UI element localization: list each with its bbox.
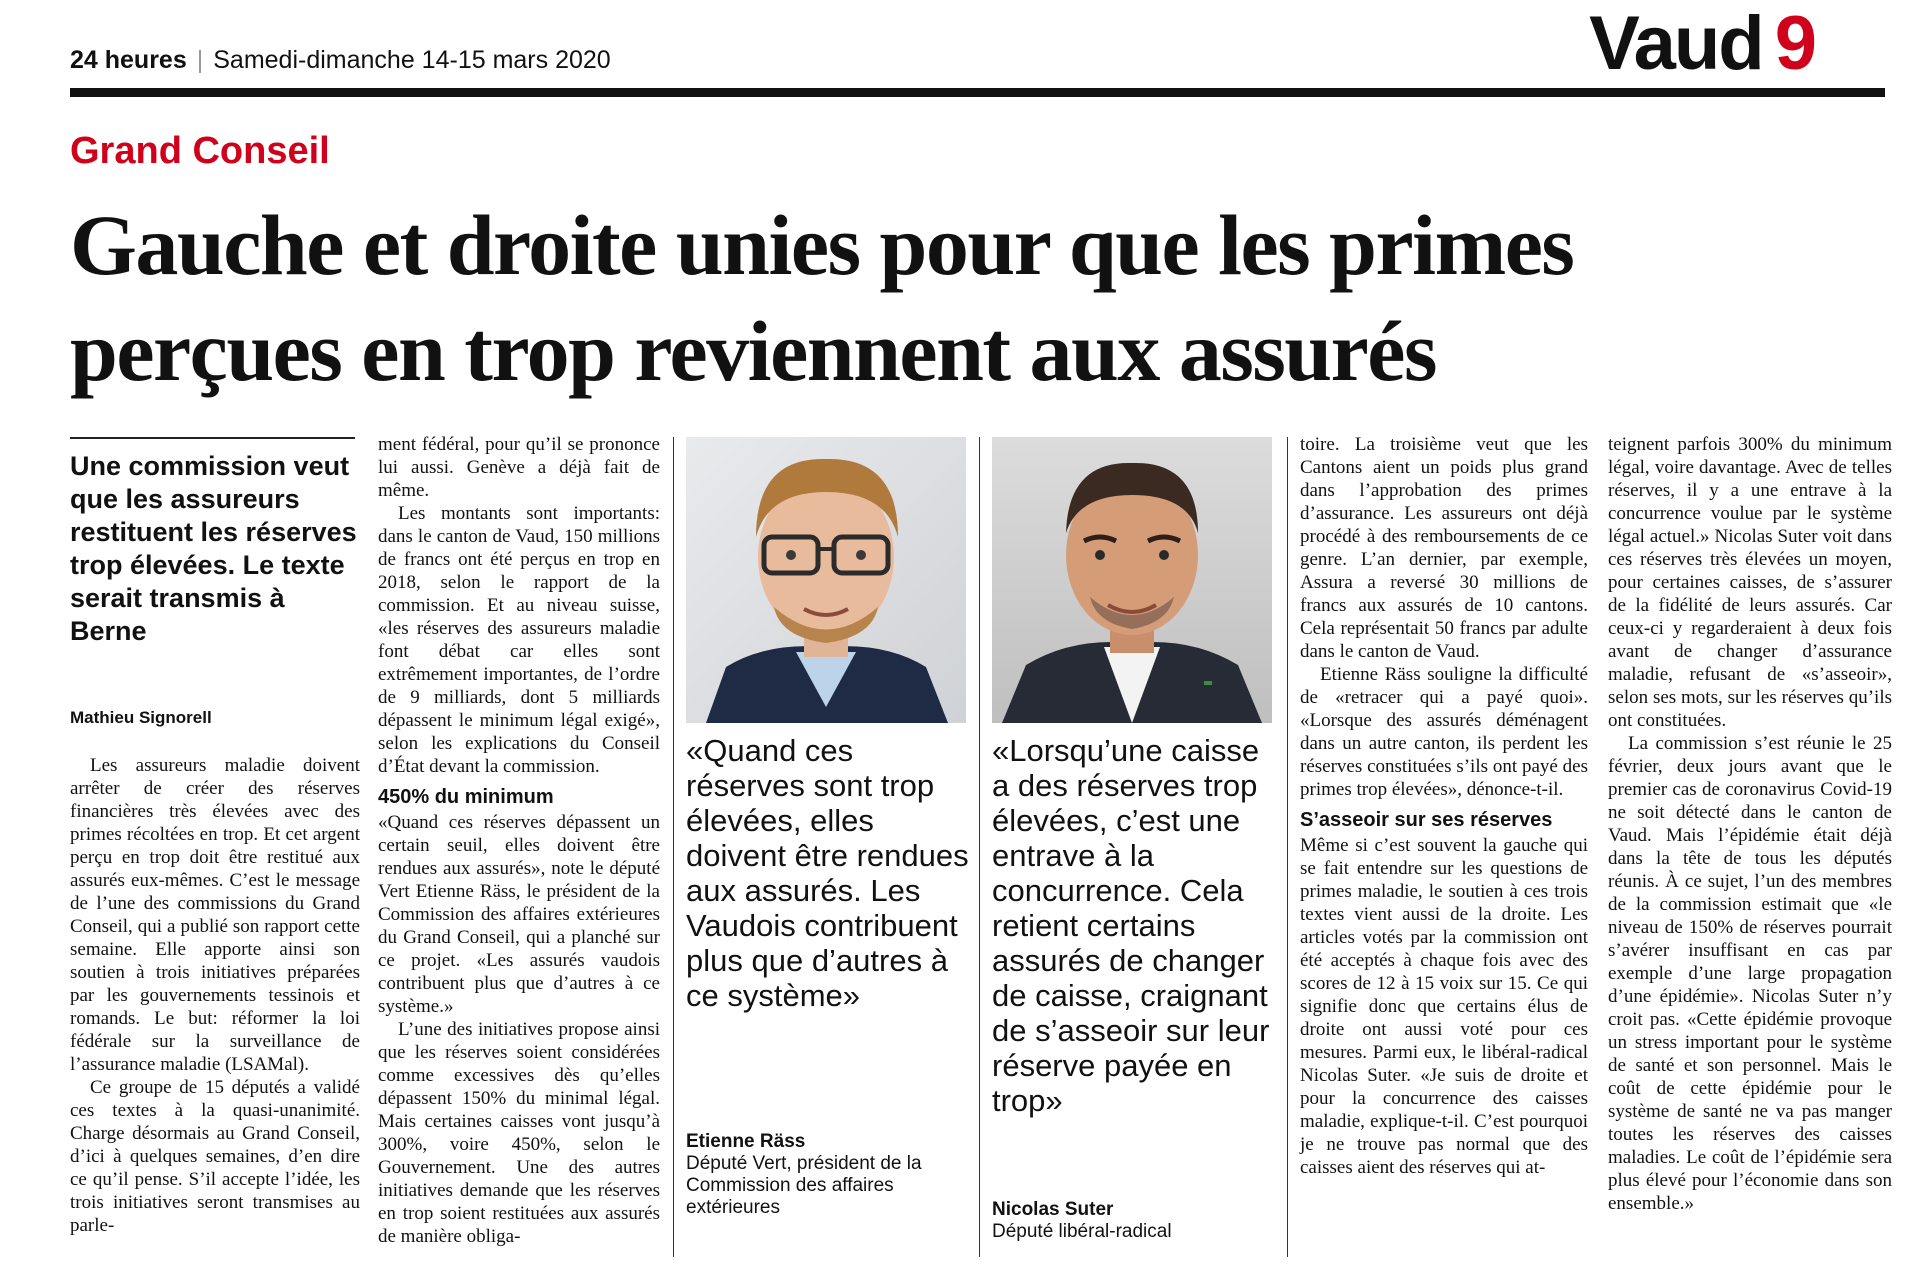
column-rule (1287, 437, 1288, 1257)
portrait-photo-etienne-rass (686, 437, 966, 723)
paragraph: Ce groupe de 15 députés a validé ces textes à la quasi-unanimité. Charge désormais au Grand Conseil, d’ici à quelques semaines, d’en dire ce qu’il pense. S’il accepte l’idée, les trois initiatives seront transmises au parle- (70, 1077, 360, 1236)
paragraph: teignent parfois 300% du minimum légal, voire davantage. Avec de telles réserves, il y a une entrave à la concurrence voulue par le système légal actuel.» Nicolas Suter voit dans ces réserves très élevées un moyen, pour certaines caisses, de s’assurer de la fidélité de leurs assurés. Car ceux-ci y regarderaient à deux fois avant de changer d’assurance maladie, refusant de «s’asseoir», selon ses mots, sur les réserves qu’ils ont constituées. (1608, 434, 1892, 731)
headline (70, 192, 1890, 404)
paragraph: ment fédéral, pour qu’il se prononce lui aussi. Genève a déjà fait de même. (378, 434, 660, 501)
section-name: Vaud (1589, 1, 1763, 86)
lead-rule (70, 437, 355, 439)
publication-name: 24 heures (70, 46, 187, 74)
publication-line (70, 46, 611, 75)
body-column-1 (70, 754, 360, 1237)
paragraph: Les montants sont importants: dans le canton de Vaud, 150 millions de francs ont été perçus en trop en 2018, selon le rapport de la commission. Et au niveau suisse, «les réserves des assureurs maladie font débat car elles sont extrêmement importantes, de l’ordre de 9 milliards, dont 5 milliards dépassent le minimum légal exigé», selon les explications du Conseil d’État devant la commission. (378, 503, 660, 777)
headline-line: perçues en trop reviennent aux assurés (70, 303, 1436, 399)
paragraph: La commission s’est réunie le 25 février, deux jours avant que le premier cas de coronavirus Covid-19 ne soit détecté dans le canton de Vaud. Mais l’épidémie était déjà dans la tête de tous les députés réunis. À ce sujet, l’un des membres de la commission estimait que «le niveau de 150% de réserves pourrait s’avérer insuffisant en cas par exemple d’une large propagation d’une épidémie». Nicolas Suter n’y croit pas. «Cette épidémie provoque un stress important pour le système de santé et son personnel. Mais le coût de cette épidémie pour le système de santé ne va pas manger toutes les réserves des caisses maladies. Le coût de l’épidémie sera plus élevé pour l’économie dans son ensemble.» (1608, 733, 1892, 1214)
quote-attribution-name: Nicolas Suter (992, 1199, 1114, 1220)
body-column-6 (1608, 433, 1892, 1215)
portrait-photo-nicolas-suter (992, 437, 1272, 723)
subheading: S’asseoir sur ses réserves (1300, 809, 1553, 831)
pull-quote-2: «Lorsqu’une caisse a des réserves trop élevées, c’est une entrave à la concurrence. Cela retient certains assurés de changer de caisse, craignant de s’asseoir sur leur réserve payée en trop» (992, 733, 1270, 1118)
paragraph: toire. La troisième veut que les Cantons aient un poids plus grand dans l’approbation des primes d’assurance. Les assureurs ont déjà procédé à des remboursements de ce genre. L’an dernier, par exemple, Assura a reversé 30 millions de francs aux assurés de 10 cantons. Cela représentait 50 francs par adulte dans le canton de Vaud. (1300, 434, 1588, 662)
column-rule (673, 437, 674, 1257)
page-number: 9 (1774, 1, 1815, 86)
quote-attribution-role: Député Vert, président de la Commission des affaires extérieures (686, 1153, 922, 1218)
kicker: Grand Conseil (70, 130, 330, 172)
subheading: 450% du minimum (378, 786, 554, 808)
quote-attribution-role: Député libéral-radical (992, 1221, 1172, 1242)
issue-date: Samedi-dimanche 14-15 mars 2020 (213, 46, 611, 74)
paragraph: Etienne Räss souligne la difficulté de «retracer qui a payé quoi». «Lorsque des assurés déménagent dans un autre canton, ils perdent les réserves constituées s’ils ont payé des primes trop élevées», dénonce-t-il. (1300, 664, 1588, 800)
separator: | (196, 46, 204, 74)
headline-line: Gauche et droite unies pour que les primes (70, 197, 1574, 293)
pull-quote-1: «Quand ces réserves sont trop élevées, elles doivent être rendues aux assurés. Les Vaudois contribuent plus que d’autres à ce système» (686, 733, 969, 1013)
byline: Mathieu Signorell (70, 708, 212, 727)
paragraph: Même si c’est souvent la gauche qui se fait entendre sur les questions de primes maladie, le soutien à ces trois textes vient aussi de la droite. Les articles votés par la commission ont été acceptés à chaque fois avec des scores de 12 à 15 voix sur 15. Ce qui signifie donc que certains élus de droite ont aussi voté pour ces mesures. Parmi eux, le libéral-radical Nicolas Suter. «Je suis de droite et pour la concurrence des caisses maladie, explique-t-il. C’est pourquoi je ne trouve pas normal que des caisses aient des réserves qui at- (1300, 835, 1588, 1178)
header-rule (70, 88, 1885, 97)
body-column-2 (378, 433, 660, 1248)
paragraph: «Quand ces réserves dépassent un certain seuil, elles doivent être rendues aux assurés», note le député Vert Etienne Räss, le président de la Commission des affaires extérieures du Grand Conseil, qui a planché sur ce projet. «Les assurés vaudois contribuent plus que d’autres à ce système.» (378, 812, 660, 1017)
column-rule (979, 437, 980, 1257)
paragraph: Les assureurs maladie doivent arrêter de créer des réserves financières très élevées avec des primes récoltées en trop. Et cet argent perçu en trop doit être restitué aux assurés eux-mêmes. C’est le message de l’une des commissions du Grand Conseil, qui a publié son rapport cette semaine. Elle apporte ainsi son soutien à trois initiatives préparées par les gouvernements tessinois et romands. Le but: réformer la loi fédérale sur la surveillance de l’assurance maladie (LSAMal). (70, 755, 360, 1075)
quote-attribution-name: Etienne Räss (686, 1131, 806, 1152)
paragraph: L’une des initiatives propose ainsi que les réserves soient considérées comme excessives dès qu’elles dépassent 150% du minimal légal. Mais certaines caisses vont jusqu’à 300%, voire 450%, selon le Gouvernement. Une des autres initiatives demande que les réserves en trop soient restituées aux assurés de manière obliga- (378, 1019, 660, 1247)
section-header (1589, 1, 1815, 86)
lead: Une commission veut que les assureurs restituent les réserves trop élevées. Le texte serait transmis à Berne (70, 451, 357, 646)
body-column-5 (1300, 433, 1588, 1179)
